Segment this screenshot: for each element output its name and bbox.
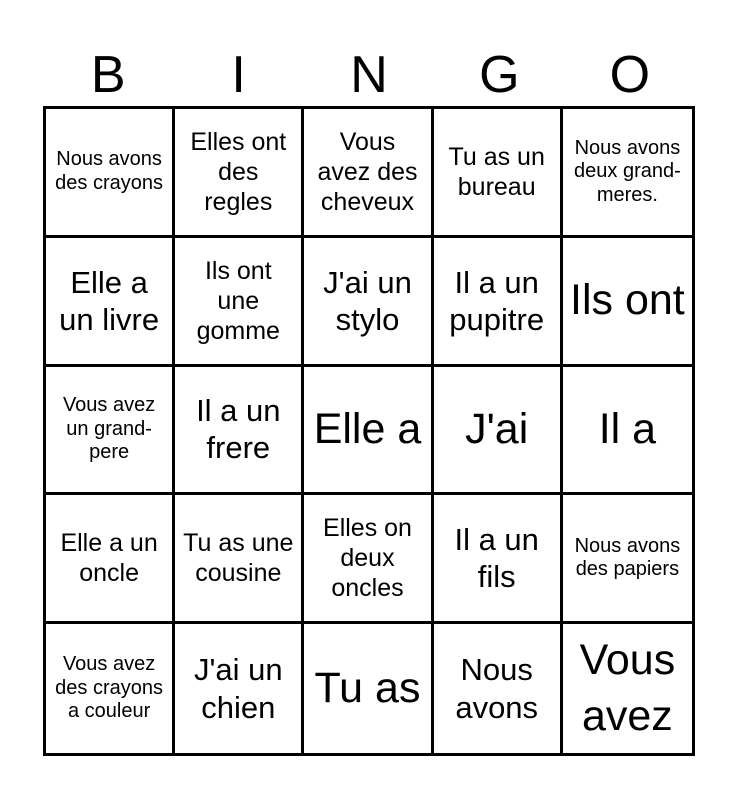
bingo-cell[interactable]: Ils ont une gomme: [175, 238, 304, 367]
bingo-cell[interactable]: Il a un frere: [175, 367, 304, 496]
bingo-cell[interactable]: Tu as une cousine: [175, 495, 304, 624]
bingo-cell[interactable]: Elles ont des regles: [175, 109, 304, 238]
bingo-cell[interactable]: Nous avons des papiers: [563, 495, 692, 624]
bingo-cell[interactable]: Il a un pupitre: [434, 238, 563, 367]
bingo-board: [43, 106, 695, 756]
bingo-cell[interactable]: Vous avez: [579, 635, 676, 740]
bingo-cell[interactable]: Elle a: [304, 367, 433, 496]
bingo-cell[interactable]: Il a un fils: [434, 495, 563, 624]
bingo-cell[interactable]: Nous avons deux grand-meres.: [563, 109, 692, 238]
bingo-cell[interactable]: Elle a un oncle: [46, 495, 175, 624]
bingo-cell[interactable]: Vous avez un grand-pere: [46, 367, 175, 496]
bingo-header: [43, 44, 695, 106]
bingo-cell[interactable]: Nous avons: [434, 624, 563, 753]
bingo-cell[interactable]: Tu as: [304, 624, 433, 753]
bingo-cell[interactable]: Il a: [563, 367, 692, 496]
bingo-cell[interactable]: Elles on deux oncles: [304, 495, 433, 624]
bingo-cell[interactable]: Elle a un livre: [46, 238, 175, 367]
bingo-cell[interactable]: J'ai un chien: [175, 624, 304, 753]
bingo-cell[interactable]: J'ai: [434, 367, 563, 496]
bingo-cell[interactable]: Ils ont: [563, 238, 692, 367]
bingo-cell[interactable]: J'ai un stylo: [304, 238, 433, 367]
bingo-cell[interactable]: Nous avons des crayons: [46, 109, 175, 238]
header-letter-n: N: [350, 46, 388, 104]
bingo-cell[interactable]: Vous avez des crayons a couleur: [46, 624, 175, 753]
header-letter-i: I: [231, 46, 246, 104]
header-letter-o: O: [609, 46, 651, 104]
header-letter-g: G: [479, 46, 520, 104]
bingo-cell[interactable]: Vous avez des cheveux: [304, 109, 433, 238]
header-letter-b: B: [90, 46, 126, 104]
bingo-cell[interactable]: Tu as un bureau: [434, 109, 563, 238]
